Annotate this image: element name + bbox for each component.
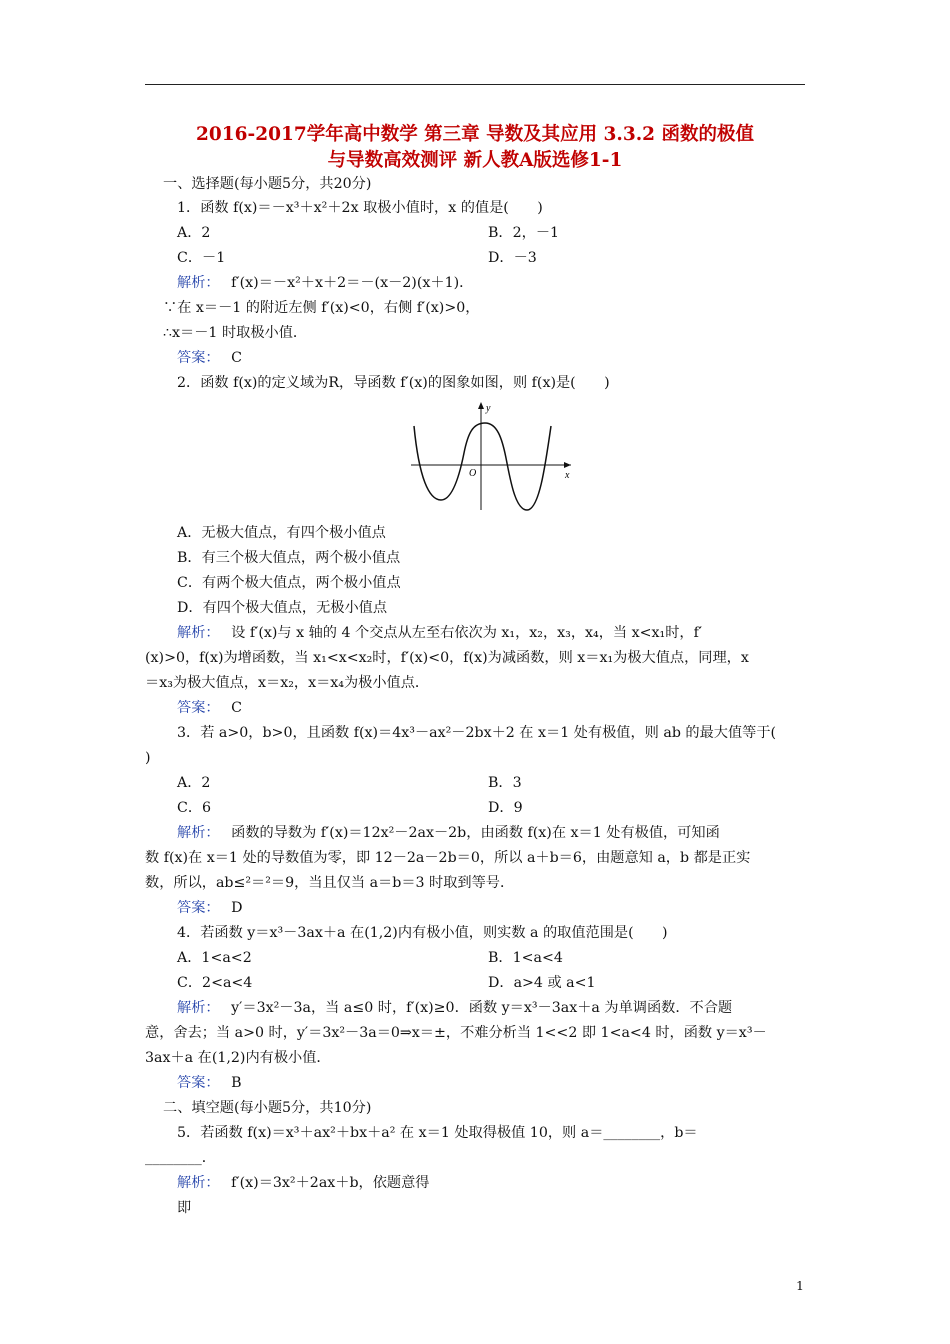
q3-stem-line1: 3．若 a>0，b>0，且函数 f(x)＝4x³－ax²－2bx＋2 在 x＝1 处有极值，则 ab 的最大值等于( [177, 725, 777, 741]
analysis-text: f′(x)＝3x²＋2ax＋b，依题意得 [231, 1175, 430, 1191]
answer-value: C [231, 350, 243, 366]
q3-analysis-line2: 数 f(x)在 x＝1 处的导数值为零，即 12－2a－2b＝0，所以 a＋b＝6，由题意知 a，b 都是正实 [145, 850, 751, 866]
analysis-label: 解析： [177, 1000, 213, 1016]
q1-option-a: A．2 [177, 225, 211, 241]
q1-analysis-line2: ∵在 x＝－1 的附近左侧 f′(x)<0，右侧 f′(x)>0， [163, 300, 480, 316]
q1-option-b: B．2，－1 [488, 225, 560, 241]
q2-option-d: D．有四个极大值点，无极小值点 [177, 600, 388, 616]
analysis-label: 解析： [177, 625, 213, 641]
q4-answer [177, 1073, 242, 1093]
q5-stem-line2: ________． [145, 1150, 216, 1166]
answer-value: B [231, 1075, 242, 1091]
q3-stem-line2: ) [145, 750, 151, 766]
q1-analysis-line3: ∴x＝－1 时取极小值． [163, 325, 308, 341]
analysis-label: 解析： [177, 275, 213, 291]
answer-label: 答案： [177, 1075, 213, 1091]
analysis-label: 解析： [177, 1175, 213, 1191]
q2-option-a: A．无极大值点，有四个极小值点 [177, 525, 386, 541]
doc-title-line2: 与导数高效测评 新人教A版选修1-1 [327, 150, 623, 171]
analysis-text: 设 f′(x)与 x 轴的 4 个交点从左至右依次为 x₁，x₂，x₃，x₄，当 x<x₁时，f′ [231, 625, 703, 641]
answer-value: D [231, 900, 243, 916]
q4-stem: 4．若函数 y＝x³－3ax＋a 在(1,2)内有极小值，则实数 a 的取值范围是( ) [177, 925, 668, 941]
derivative-curve [414, 423, 551, 510]
answer-label: 答案： [177, 900, 213, 916]
q1-analysis-line1 [177, 273, 473, 293]
q2-analysis-line3: ＝x₃为极大值点，x＝x₂，x＝x₄为极小值点． [145, 675, 430, 691]
q2-answer [177, 698, 242, 718]
q5-analysis-line1 [177, 1173, 430, 1193]
answer-label: 答案： [177, 700, 213, 716]
analysis-text: 函数的导数为 f′(x)＝12x²－2ax－2b，由函数 f(x)在 x＝1 处有极值，可知函 [231, 825, 720, 841]
q2-analysis-line1 [177, 623, 702, 643]
q2-stem: 2．函数 f(x)的定义域为R，导函数 f′(x)的图象如图，则 f(x)是( ) [177, 375, 610, 391]
section-heading-choice: 一、选择题(每小题5分，共20分) [163, 176, 372, 192]
q5-stem-line1: 5．若函数 f(x)＝x³＋ax²＋bx＋a² 在 x＝1 处取得极值 10，则 a＝________，b＝ [177, 1125, 698, 1141]
q3-option-b: B．3 [488, 775, 522, 791]
answer-label: 答案： [177, 350, 213, 366]
q1-answer [177, 348, 242, 368]
analysis-text: f′(x)＝－x²＋x＋2＝－(x－2)(x＋1)． [231, 275, 474, 291]
answer-value: C [231, 700, 243, 716]
origin-label: O [469, 468, 477, 479]
q1-stem: 1．函数 f(x)＝－x³＋x²＋2x 取极小值时，x 的值是( ) [177, 200, 543, 216]
q2-option-c: C．有两个极大值点，两个极小值点 [177, 575, 401, 591]
q3-answer [177, 898, 243, 918]
q3-option-c: C．6 [177, 800, 212, 816]
doc-title-line1: 2016-2017学年高中数学 第三章 导数及其应用 3.3.2 函数的极值 [196, 124, 754, 145]
q4-analysis-line2: 意，舍去；当 a>0 时，y′＝3x²－3a＝0⇒x＝±，不难分析当 1<<2 即 1<a<4 时，函数 y＝x³－ [145, 1025, 767, 1041]
x-axis-label: x [565, 470, 570, 481]
q4-option-c: C．2<a<4 [177, 975, 253, 991]
derivative-graph [405, 398, 577, 516]
y-axis-label: y [486, 403, 491, 414]
q2-analysis-line2: (x)>0，f(x)为增函数，当 x₁<x<x₂时，f′(x)<0，f(x)为减函数，则 x＝x₁为极大值点，同理，x [145, 650, 749, 666]
q1-option-d: D．－3 [488, 250, 537, 266]
q5-analysis-line2: 即 [177, 1200, 192, 1216]
q4-option-d: D．a>4 或 a<1 [488, 975, 596, 991]
q3-analysis-line3: 数，所以，ab≤²＝²＝9，当且仅当 a＝b＝3 时取到等号． [145, 875, 515, 891]
q3-option-d: D．9 [488, 800, 523, 816]
analysis-text: y′＝3x²－3a，当 a≤0 时，f′(x)≥0．函数 y＝x³－3ax＋a 为单调函数．不合题 [231, 1000, 733, 1016]
q1-option-c: C．－1 [177, 250, 226, 266]
q4-analysis-line1 [177, 998, 732, 1018]
q4-option-a: A．1<a<2 [177, 950, 252, 966]
x-axis-arrow [564, 462, 571, 468]
header-rule [145, 84, 805, 85]
analysis-label: 解析： [177, 825, 213, 841]
q4-analysis-line3: 3ax＋a 在(1,2)内有极小值． [145, 1050, 331, 1066]
q2-option-b: B．有三个极大值点，两个极小值点 [177, 550, 401, 566]
q3-option-a: A．2 [177, 775, 211, 791]
y-axis-arrow [478, 402, 484, 409]
q4-option-b: B．1<a<4 [488, 950, 563, 966]
q3-analysis-line1 [177, 823, 720, 843]
section-heading-fill: 二、填空题(每小题5分，共10分) [163, 1100, 372, 1116]
page-number: 1 [796, 1278, 804, 1293]
